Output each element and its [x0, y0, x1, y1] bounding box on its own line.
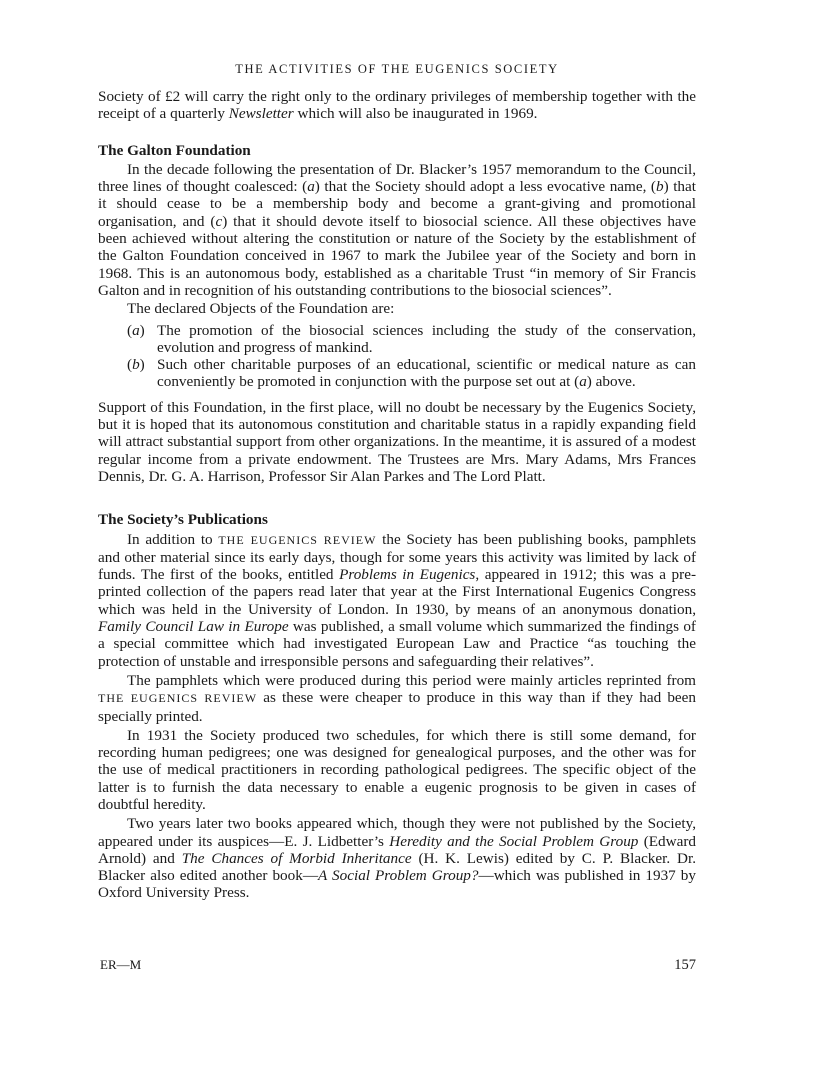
page-body — [98, 62, 696, 902]
objects-list — [98, 322, 696, 391]
galton-paragraph-2: The declared Objects of the Foundation are: — [127, 300, 395, 318]
page-number: 157 — [674, 957, 696, 973]
publications-paragraph-4: Two years later two books appeared which, though they were not published by the Society, appeared under its auspices—E. J. Lidbetter’s Heredity and the Social Problem Group (Edward Arnold) and The Chances of Morbid Inheritance (H. K. Lewis) edited by C. P. Blacker. Dr. Blacker also edited another book—A Social Problem Group?—which was published in 1937 by Oxford University Press. — [98, 815, 696, 902]
list-item: (a) The promotion of the biosocial sciences including the study of the conservation, evolution and progress of mankind. — [127, 321, 696, 356]
publications-paragraph-3: In 1931 the Society produced two schedules, for which there is still some demand, for recording human pedigrees; one was designed for genealogical purposes, and the other was for the use of medical practitioners in recording pathological pedigrees. The specific object of the latter is to furnish the data necessary to enable a eugenic prognosis to be given in cases of doubtful heredity. — [98, 726, 696, 813]
intro-paragraph: Society of £2 will carry the right only to the ordinary privileges of membership together with the receipt of a quarterly Newsletter which will also be inaugurated in 1969. — [98, 88, 696, 123]
publications-paragraph-1: In addition to THE EUGENICS REVIEW the Society has been publishing books, pamphlets and other material since its early days, though for some years this activity was limited by lack of funds. The first of the books, entitled Problems in Eugenics, appeared in 1912; this was a pre-printed collection of the papers read later that year at the First International Eugenics Congress which was held in the University of London. In 1930, by means of an anonymous donation, Family Council Law in Europe was published, a small volume which summarized the findings of a special committee which had investigated European Law and Practice “as touching the protection of unstable and irresponsible persons and safeguarding their relatives”. — [98, 530, 697, 670]
galton-paragraph-1: In the decade following the presentation of Dr. Blacker’s 1957 memorandum to the Council, three lines of thought coalesced: (a) that the Society should adopt a less evocative name, (b) that it should cease to be a membership body and become a grant-giving and promotional organisation, and (c) that it should devote itself to biosocial science. All these objectives have been achieved without altering the constitution or nature of the Society by the establishment of the Galton Foundation conceived in 1967 to mark the Jubilee year of the Society and born in 1968. This is an autonomous body, established as a charitable Trust “in memory of Sir Francis Galton and in recognition of his outstanding contributions to the biosocial sciences”. — [98, 160, 696, 299]
signature-mark: ER—M — [100, 957, 142, 972]
running-head: THE ACTIVITIES OF THE EUGENICS SOCIETY — [235, 62, 559, 76]
galton-paragraph-3: Support of this Foundation, in the first place, will no doubt be necessary by the Eugenics Society, but it is hoped that its autonomous constitution and charitable status in a rapidly expanding field will attract substantial support from other organizations. In the meantime, it is assured of a modest regular income from a private endowment. The Trustees are Mrs. Mary Adams, Mrs Frances Dennis, Dr. G. A. Harrison, Professor Sir Alan Parkes and The Lord Platt. — [98, 398, 696, 485]
publications-paragraph-2: The pamphlets which were produced during this period were mainly articles reprinted from THE EUGENICS REVIEW as these were cheaper to produce in this way than if they had been specially printed. — [98, 671, 696, 725]
galton-heading: The Galton Foundation — [98, 141, 251, 159]
list-item: (b) Such other charitable purposes of an educational, scientific or medical nature as can conveniently be promoted in conjunction with the purpose set out at (a) above. — [127, 356, 696, 391]
publications-heading: The Society’s Publications — [98, 511, 268, 529]
